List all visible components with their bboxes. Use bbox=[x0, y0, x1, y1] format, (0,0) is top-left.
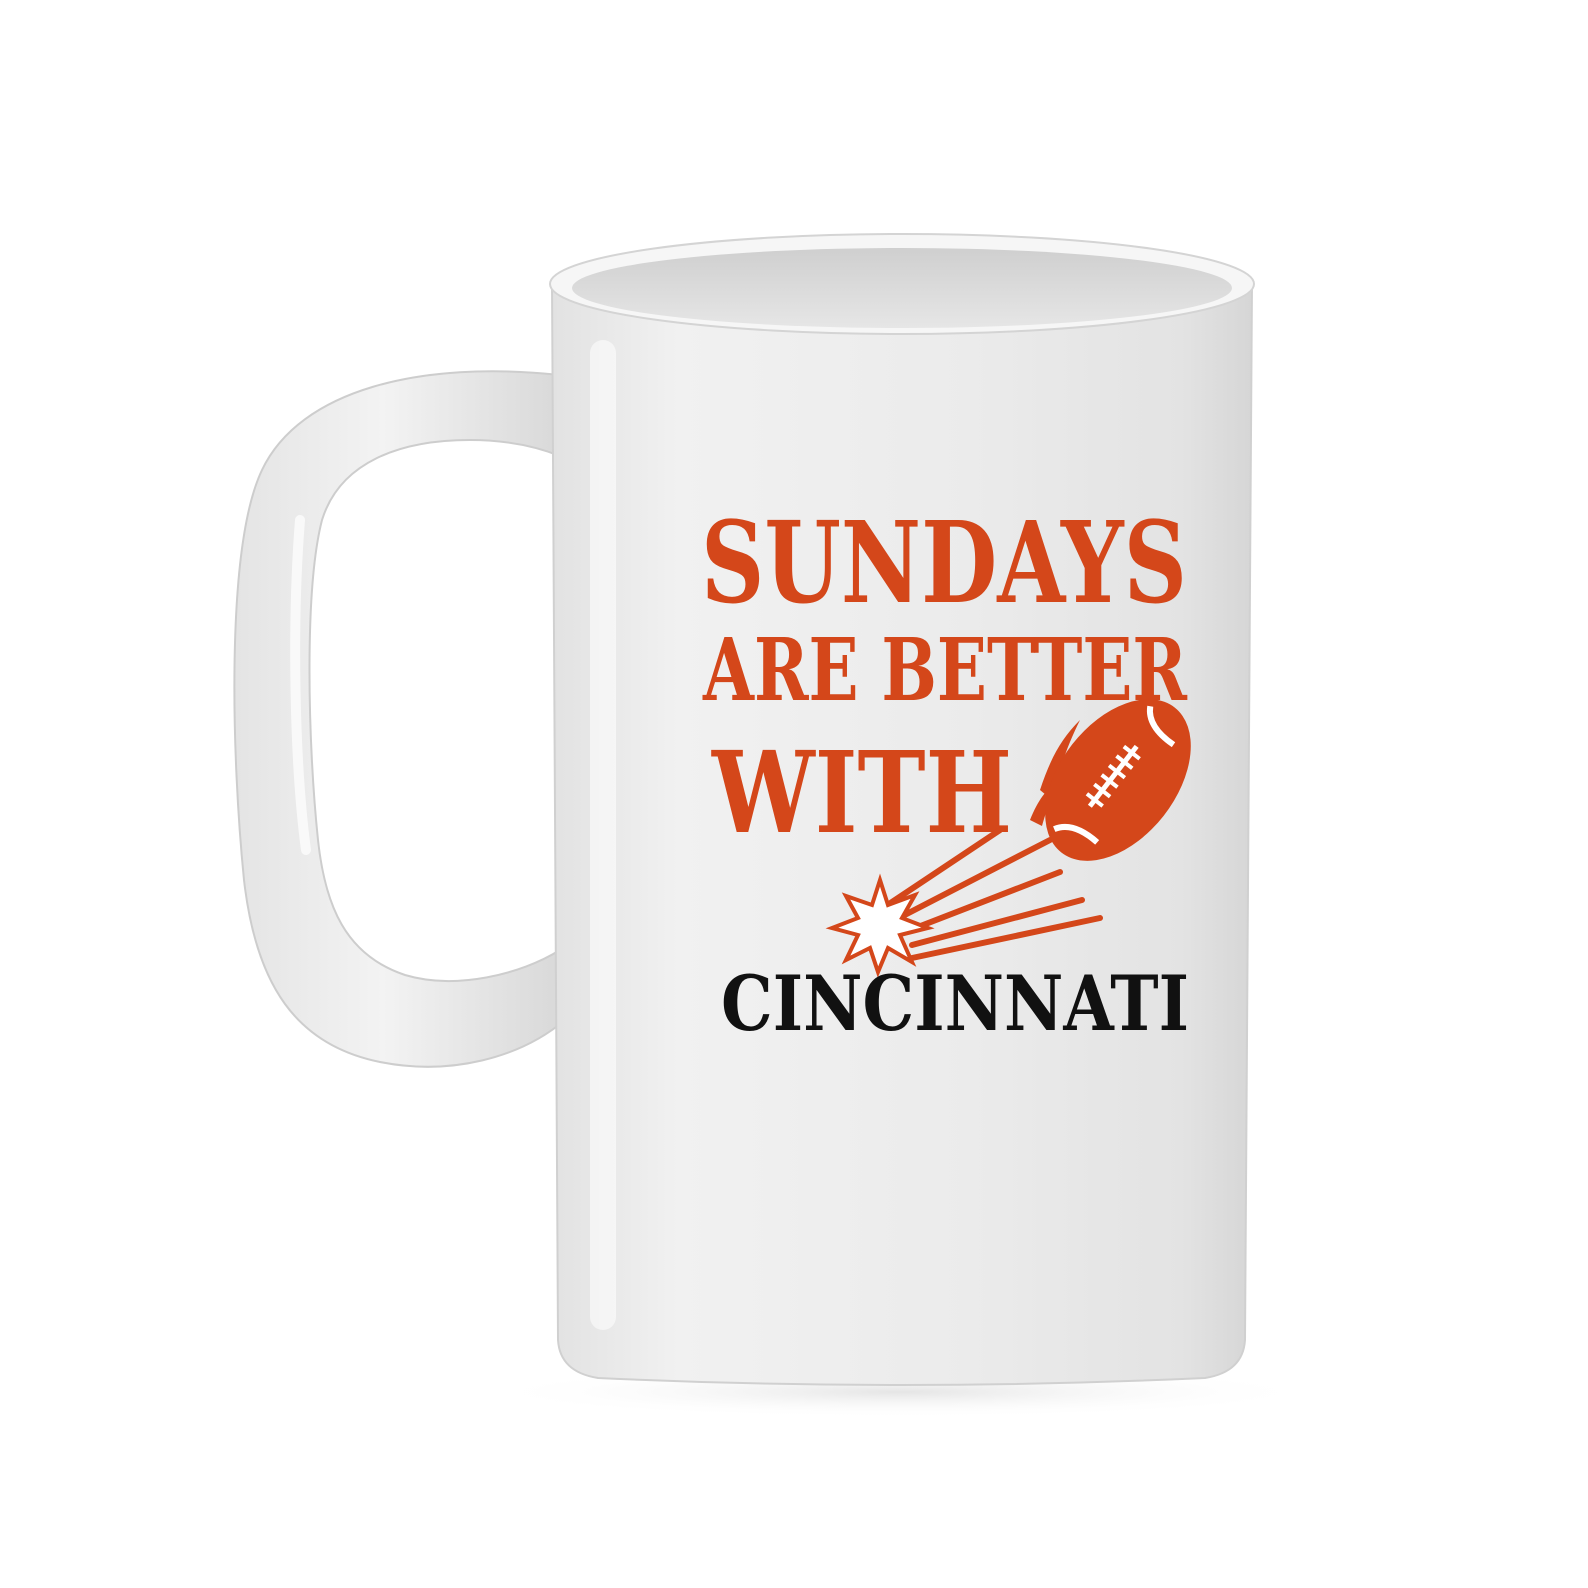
mug-print bbox=[701, 498, 1220, 1048]
mug-handle bbox=[234, 371, 565, 1066]
mug-inside bbox=[572, 248, 1232, 328]
print-line-2: ARE BETTER bbox=[702, 620, 1188, 721]
print-team-name: CINCINNATI bbox=[721, 959, 1189, 1048]
mug-highlight bbox=[590, 340, 616, 1330]
print-line-3: WITH bbox=[711, 728, 1012, 859]
print-line-1: SUNDAYS bbox=[701, 498, 1187, 629]
